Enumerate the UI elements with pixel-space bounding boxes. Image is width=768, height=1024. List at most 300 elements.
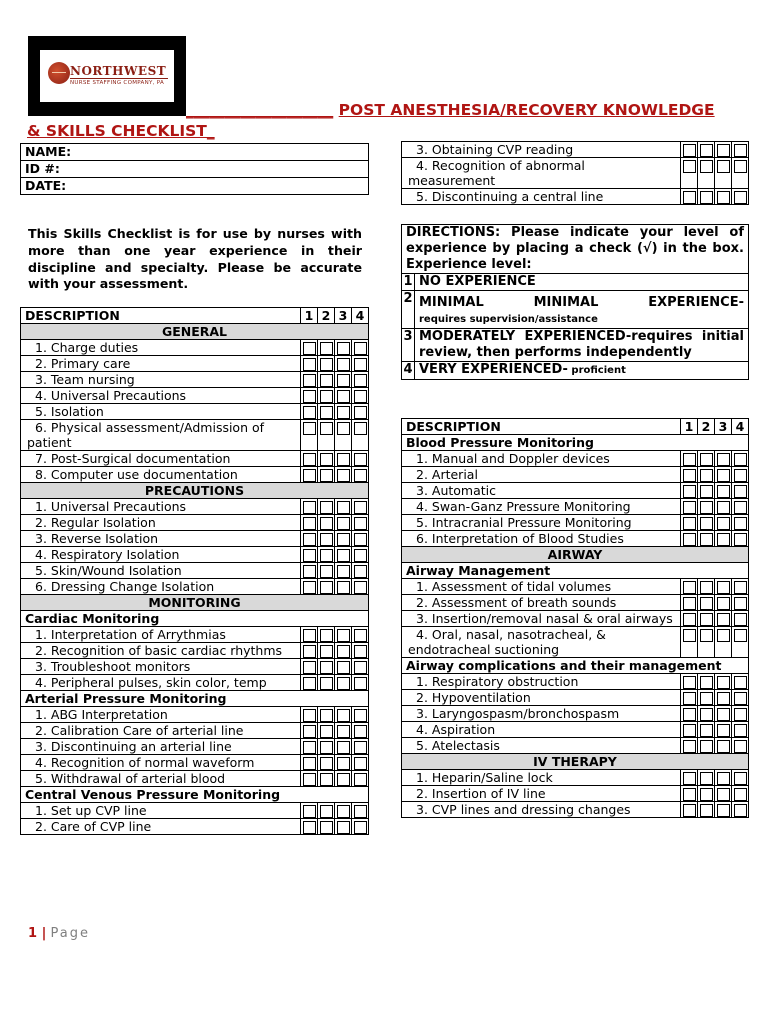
level-2-checkbox[interactable] (700, 629, 713, 642)
level-1-checkbox[interactable] (683, 453, 696, 466)
level-4-checkbox[interactable] (354, 390, 367, 403)
level-2-cell (318, 563, 335, 579)
level-3-checkbox[interactable] (717, 469, 730, 482)
title-lead: _ (325, 101, 334, 119)
level-2-cell (698, 483, 715, 499)
level-3-checkbox[interactable] (337, 390, 350, 403)
level-3-checkbox[interactable] (337, 677, 350, 690)
level-4-checkbox[interactable] (734, 533, 747, 546)
level-1-checkbox[interactable] (303, 501, 316, 514)
level-1-cell (301, 499, 318, 515)
level-4-checkbox[interactable] (354, 406, 367, 419)
level-3-checkbox[interactable] (717, 772, 730, 785)
level-4-checkbox[interactable] (354, 709, 367, 722)
level-3-checkbox[interactable] (337, 725, 350, 738)
level-3-cell (335, 420, 352, 451)
level-1-checkbox[interactable] (303, 725, 316, 738)
level-3-cell (715, 627, 732, 658)
skill-description: 5. Intracranial Pressure Monitoring (402, 515, 681, 531)
table-header-row (21, 308, 369, 324)
level-1-cell (681, 595, 698, 611)
level-1-cell (681, 483, 698, 499)
level-1-checkbox[interactable] (683, 629, 696, 642)
section-iv-therapy (402, 754, 749, 770)
level-2-checkbox[interactable] (700, 517, 713, 530)
subsection-arterial-label: Arterial Pressure Monitoring (21, 691, 369, 707)
level-2-checkbox[interactable] (320, 709, 333, 722)
level-4-checkbox[interactable] (354, 821, 367, 834)
level-2-checkbox[interactable] (700, 740, 713, 753)
level-2-checkbox[interactable] (700, 453, 713, 466)
level-1-checkbox[interactable] (303, 358, 316, 371)
level-3-checkbox[interactable] (337, 501, 350, 514)
level-1-checkbox[interactable] (683, 708, 696, 721)
level-1-checkbox[interactable] (303, 533, 316, 546)
level-1-checkbox[interactable] (303, 406, 316, 419)
level-label: NO EXPERIENCE (415, 274, 749, 291)
page-title-line2: & SKILLS CHECKLIST_ (27, 122, 215, 140)
level-1-cell (681, 674, 698, 690)
skill-description: 5. Discontinuing a central line (402, 189, 681, 205)
level-2-checkbox[interactable] (700, 613, 713, 626)
level-1-checkbox[interactable] (683, 676, 696, 689)
level-2-cell (318, 627, 335, 643)
level-2-checkbox[interactable] (320, 469, 333, 482)
level-1-cell (681, 142, 698, 158)
level-4-cell (352, 467, 369, 483)
level-1-checkbox[interactable] (303, 342, 316, 355)
table-row (402, 722, 749, 738)
subsection-cvp-label: Central Venous Pressure Monitoring (21, 787, 369, 803)
skill-description: 4. Universal Precautions (21, 388, 301, 404)
table-row (21, 643, 369, 659)
level-2-cell (698, 158, 715, 189)
level-4-checkbox[interactable] (734, 453, 747, 466)
level-4-checkbox[interactable] (354, 501, 367, 514)
level-4-checkbox[interactable] (354, 358, 367, 371)
level-2-checkbox[interactable] (700, 191, 713, 204)
level-2-checkbox[interactable] (320, 773, 333, 786)
level-4-cell (352, 531, 369, 547)
level-4-cell (352, 499, 369, 515)
level-2-cell (318, 499, 335, 515)
skill-description: 1. ABG Interpretation (21, 707, 301, 723)
level-4-cell (352, 771, 369, 787)
level-3-checkbox[interactable] (337, 645, 350, 658)
table-row (402, 738, 749, 754)
level-1-checkbox[interactable] (303, 741, 316, 754)
table-row (21, 627, 369, 643)
level-3-cell (335, 388, 352, 404)
level-4-checkbox[interactable] (354, 374, 367, 387)
level-2-checkbox[interactable] (320, 581, 333, 594)
level-4-checkbox[interactable] (734, 191, 747, 204)
subsection-arterial (21, 691, 369, 707)
level-3-checkbox[interactable] (337, 358, 350, 371)
level-3-checkbox[interactable] (717, 804, 730, 817)
level-2-checkbox[interactable] (320, 677, 333, 690)
level-2-checkbox[interactable] (320, 453, 333, 466)
level-row-1 (402, 274, 749, 291)
level-2-cell (698, 467, 715, 483)
level-4-cell (352, 675, 369, 691)
level-3-cell (715, 451, 732, 467)
level-3-checkbox[interactable] (337, 565, 350, 578)
level-3-checkbox[interactable] (337, 422, 350, 435)
level-2-checkbox[interactable] (700, 501, 713, 514)
level-1-cell (301, 340, 318, 356)
level-4-checkbox[interactable] (354, 453, 367, 466)
level-1-checkbox[interactable] (683, 724, 696, 737)
level-4-checkbox[interactable] (354, 533, 367, 546)
level-2-checkbox[interactable] (700, 708, 713, 721)
level-label: VERY EXPERIENCED- proficient (415, 362, 749, 380)
level-3-checkbox[interactable] (717, 191, 730, 204)
level-2-cell (318, 340, 335, 356)
table-row (402, 142, 749, 158)
level-4-checkbox[interactable] (734, 581, 747, 594)
level-3-checkbox[interactable] (337, 342, 350, 355)
table-row (21, 739, 369, 755)
level-4-checkbox[interactable] (354, 342, 367, 355)
level-1-cell (681, 722, 698, 738)
level-4-cell (352, 547, 369, 563)
level-4-checkbox[interactable] (354, 549, 367, 562)
level-2-checkbox[interactable] (700, 804, 713, 817)
level-4-checkbox[interactable] (354, 725, 367, 738)
level-1-checkbox[interactable] (683, 597, 696, 610)
level-4-checkbox[interactable] (734, 160, 747, 173)
level-2-cell (698, 515, 715, 531)
level-1-checkbox[interactable] (683, 692, 696, 705)
level-2-checkbox[interactable] (320, 501, 333, 514)
level-2-checkbox[interactable] (700, 724, 713, 737)
skill-description: 3. Troubleshoot monitors (21, 659, 301, 675)
level-4-cell (732, 189, 749, 205)
level-3-checkbox[interactable] (717, 597, 730, 610)
level-4-checkbox[interactable] (734, 597, 747, 610)
level-3-cell (715, 483, 732, 499)
level-4-checkbox[interactable] (354, 773, 367, 786)
level-row-2 (402, 291, 749, 329)
level-2-cell (698, 595, 715, 611)
level-3-checkbox[interactable] (337, 661, 350, 674)
level-1-cell (301, 467, 318, 483)
level-1-checkbox[interactable] (303, 581, 316, 594)
level-3-checkbox[interactable] (717, 485, 730, 498)
level-1-cell (681, 451, 698, 467)
level-4-checkbox[interactable] (734, 485, 747, 498)
level-2-checkbox[interactable] (320, 805, 333, 818)
level-4-checkbox[interactable] (734, 708, 747, 721)
level-4-checkbox[interactable] (734, 740, 747, 753)
table-row (402, 595, 749, 611)
level-2-checkbox[interactable] (700, 676, 713, 689)
level-1-checkbox[interactable] (683, 613, 696, 626)
level-3-checkbox[interactable] (337, 374, 350, 387)
level-4-checkbox[interactable] (354, 677, 367, 690)
level-3-cell (335, 707, 352, 723)
level-2-checkbox[interactable] (320, 533, 333, 546)
level-3-checkbox[interactable] (337, 629, 350, 642)
level-1-checkbox[interactable] (303, 645, 316, 658)
level-3-checkbox[interactable] (337, 517, 350, 530)
level-2-cell (318, 771, 335, 787)
level-3-cell (715, 786, 732, 802)
level-2-checkbox[interactable] (320, 342, 333, 355)
subsection-airway-management (402, 563, 749, 579)
level-1-cell (301, 755, 318, 771)
level-2-checkbox[interactable] (320, 821, 333, 834)
level-1-checkbox[interactable] (683, 144, 696, 157)
skill-description: 4. Oral, nasal, nasotracheal, & endotracheal suctioning (402, 627, 681, 658)
level-4-checkbox[interactable] (354, 645, 367, 658)
level-2-checkbox[interactable] (320, 565, 333, 578)
level-2-cell (698, 674, 715, 690)
skill-description: 1. Set up CVP line (21, 803, 301, 819)
level-3-checkbox[interactable] (717, 581, 730, 594)
level-4-checkbox[interactable] (354, 422, 367, 435)
level-1-checkbox[interactable] (303, 390, 316, 403)
level-3-checkbox[interactable] (717, 708, 730, 721)
level-4-checkbox[interactable] (734, 517, 747, 530)
level-1-checkbox[interactable] (303, 549, 316, 562)
level-2-header: 2 (698, 419, 715, 435)
level-3-checkbox[interactable] (337, 549, 350, 562)
level-2-checkbox[interactable] (700, 144, 713, 157)
level-2-cell (698, 611, 715, 627)
level-1-checkbox[interactable] (303, 773, 316, 786)
level-1-checkbox[interactable] (683, 740, 696, 753)
level-1-checkbox[interactable] (303, 469, 316, 482)
level-4-checkbox[interactable] (354, 661, 367, 674)
level-1-cell (301, 547, 318, 563)
level-2-cell (318, 372, 335, 388)
level-3-cell (335, 627, 352, 643)
level-3-checkbox[interactable] (717, 724, 730, 737)
skill-description: 3. Obtaining CVP reading (402, 142, 681, 158)
level-3-checkbox[interactable] (717, 629, 730, 642)
table-header-row (402, 419, 749, 435)
level-1-cell (301, 531, 318, 547)
level-2-checkbox[interactable] (320, 725, 333, 738)
level-3-checkbox[interactable] (717, 692, 730, 705)
level-1-cell (681, 158, 698, 189)
level-3-checkbox[interactable] (717, 144, 730, 157)
level-2-cell (318, 707, 335, 723)
level-2-checkbox[interactable] (320, 661, 333, 674)
level-1-checkbox[interactable] (303, 629, 316, 642)
level-1-checkbox[interactable] (683, 501, 696, 514)
level-1-checkbox[interactable] (303, 453, 316, 466)
level-2-checkbox[interactable] (320, 517, 333, 530)
info-table (20, 143, 369, 195)
level-1-checkbox[interactable] (683, 191, 696, 204)
level-1-checkbox[interactable] (683, 788, 696, 801)
level-4-cell (352, 739, 369, 755)
level-4-cell (352, 707, 369, 723)
level-4-cell (732, 690, 749, 706)
level-3-checkbox[interactable] (717, 453, 730, 466)
level-4-checkbox[interactable] (734, 501, 747, 514)
id-field[interactable]: ID #: (21, 161, 369, 178)
level-1-cell (301, 451, 318, 467)
level-4-cell (352, 579, 369, 595)
level-3-checkbox[interactable] (337, 773, 350, 786)
level-1-checkbox[interactable] (683, 772, 696, 785)
level-4-checkbox[interactable] (354, 565, 367, 578)
level-2-checkbox[interactable] (700, 788, 713, 801)
level-4-checkbox[interactable] (354, 805, 367, 818)
level-1-checkbox[interactable] (303, 821, 316, 834)
level-2-checkbox[interactable] (320, 645, 333, 658)
level-2-cell (698, 690, 715, 706)
level-3-checkbox[interactable] (337, 406, 350, 419)
level-2-checkbox[interactable] (320, 629, 333, 642)
level-3-checkbox[interactable] (717, 517, 730, 530)
level-1-checkbox[interactable] (683, 160, 696, 173)
level-3-cell (335, 803, 352, 819)
table-row (402, 579, 749, 595)
level-1-checkbox[interactable] (303, 374, 316, 387)
level-3-checkbox[interactable] (337, 581, 350, 594)
level-4-checkbox[interactable] (734, 469, 747, 482)
level-3-checkbox[interactable] (717, 533, 730, 546)
level-2-cell (318, 819, 335, 835)
level-3-cell (715, 770, 732, 786)
level-4-checkbox[interactable] (354, 517, 367, 530)
level-1-cell (301, 771, 318, 787)
level-2-cell (698, 531, 715, 547)
level-2-checkbox[interactable] (700, 772, 713, 785)
logo-subtitle: NURSE STAFFING COMPANY, PA (70, 80, 165, 86)
subsection-cardiac-label: Cardiac Monitoring (21, 611, 369, 627)
level-4-cell (352, 563, 369, 579)
level-1-checkbox[interactable] (303, 422, 316, 435)
level-4-checkbox[interactable] (734, 676, 747, 689)
level-3-checkbox[interactable] (717, 613, 730, 626)
table-row (402, 499, 749, 515)
level-3-checkbox[interactable] (337, 453, 350, 466)
level-3-checkbox[interactable] (337, 469, 350, 482)
level-3-checkbox[interactable] (717, 676, 730, 689)
level-3-checkbox[interactable] (337, 757, 350, 770)
level-4-checkbox[interactable] (734, 772, 747, 785)
level-2-checkbox[interactable] (700, 581, 713, 594)
level-4-cell (732, 467, 749, 483)
level-1-checkbox[interactable] (683, 804, 696, 817)
level-4-checkbox[interactable] (734, 692, 747, 705)
level-3-checkbox[interactable] (717, 501, 730, 514)
level-1-checkbox[interactable] (303, 517, 316, 530)
level-2-checkbox[interactable] (320, 549, 333, 562)
level-2-checkbox[interactable] (320, 422, 333, 435)
level-2-checkbox[interactable] (320, 757, 333, 770)
level-4-checkbox[interactable] (354, 757, 367, 770)
level-1-checkbox[interactable] (303, 757, 316, 770)
level-4-checkbox[interactable] (734, 724, 747, 737)
level-3-cell (335, 515, 352, 531)
level-2-checkbox[interactable] (320, 741, 333, 754)
level-number: 4 (402, 362, 415, 380)
skill-description: 6. Physical assessment/Admission of patient (21, 420, 301, 451)
level-4-checkbox[interactable] (734, 788, 747, 801)
level-4-checkbox[interactable] (354, 741, 367, 754)
level-3-cell (715, 467, 732, 483)
level-2-cell (698, 627, 715, 658)
date-field[interactable]: DATE: (21, 178, 369, 195)
level-1-checkbox[interactable] (683, 581, 696, 594)
level-2-cell (698, 706, 715, 722)
level-3-checkbox[interactable] (717, 740, 730, 753)
skill-description: 1. Manual and Doppler devices (402, 451, 681, 467)
skill-description: 2. Care of CVP line (21, 819, 301, 835)
level-3-checkbox[interactable] (337, 741, 350, 754)
level-2-checkbox[interactable] (320, 406, 333, 419)
level-3-checkbox[interactable] (337, 709, 350, 722)
level-1-checkbox[interactable] (303, 805, 316, 818)
level-4-checkbox[interactable] (354, 581, 367, 594)
level-1-cell (681, 706, 698, 722)
level-1-checkbox[interactable] (683, 469, 696, 482)
table-row (21, 467, 369, 483)
description-header: DESCRIPTION (402, 419, 681, 435)
level-3-cell (335, 531, 352, 547)
level-2-checkbox[interactable] (700, 533, 713, 546)
level-1-checkbox[interactable] (683, 485, 696, 498)
level-4-cell (732, 738, 749, 754)
level-3-checkbox[interactable] (717, 788, 730, 801)
level-2-checkbox[interactable] (700, 692, 713, 705)
level-4-cell (352, 420, 369, 451)
level-2-checkbox[interactable] (700, 160, 713, 173)
level-1-checkbox[interactable] (303, 661, 316, 674)
level-4-checkbox[interactable] (734, 804, 747, 817)
level-2-checkbox[interactable] (320, 358, 333, 371)
level-4-checkbox[interactable] (354, 469, 367, 482)
level-1-checkbox[interactable] (683, 533, 696, 546)
level-1-checkbox[interactable] (303, 565, 316, 578)
level-4-cell (732, 515, 749, 531)
level-1-checkbox[interactable] (303, 677, 316, 690)
level-3-checkbox[interactable] (337, 805, 350, 818)
skill-description: 4. Recognition of abnormal measurement (402, 158, 681, 189)
level-label: MODERATELY EXPERIENCED-requires initial review, then performs independently (415, 329, 749, 362)
level-1-checkbox[interactable] (683, 517, 696, 530)
skill-description: 5. Skin/Wound Isolation (21, 563, 301, 579)
level-3-cell (715, 802, 732, 818)
level-3-checkbox[interactable] (717, 160, 730, 173)
skill-description: 1. Respiratory obstruction (402, 674, 681, 690)
level-2-checkbox[interactable] (320, 390, 333, 403)
level-4-checkbox[interactable] (354, 629, 367, 642)
level-2-checkbox[interactable] (320, 374, 333, 387)
level-label: MINIMAL MINIMAL EXPERIENCE- requires supervision/assistance (415, 291, 749, 329)
skill-description: 6. Dressing Change Isolation (21, 579, 301, 595)
level-2-checkbox[interactable] (700, 485, 713, 498)
level-3-checkbox[interactable] (337, 821, 350, 834)
level-4-checkbox[interactable] (734, 144, 747, 157)
level-4-checkbox[interactable] (734, 613, 747, 626)
level-3-checkbox[interactable] (337, 533, 350, 546)
level-2-checkbox[interactable] (700, 469, 713, 482)
level-2-checkbox[interactable] (700, 597, 713, 610)
level-4-checkbox[interactable] (734, 629, 747, 642)
name-field[interactable]: NAME: (21, 144, 369, 161)
level-3-cell (335, 356, 352, 372)
level-2-cell (318, 739, 335, 755)
level-1-checkbox[interactable] (303, 709, 316, 722)
